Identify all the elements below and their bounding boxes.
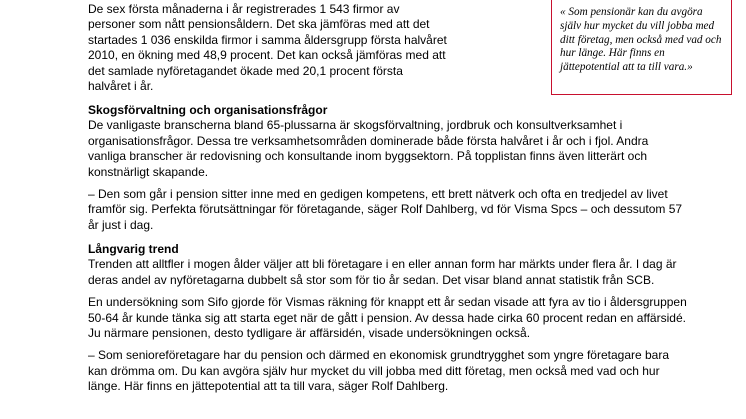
intro-paragraph: De sex första månaderna i år registrerades 1 543 firmor av personer som nått pensionsåldern. Det ska jämföras med att det startades 1 036 enskilda firmor i samma åldersgrupp första halvåret 2010, en ökning med 48,9 procent. Det kan också jämföras med att det samlade nyföretagandet ökade med 20,1 procent första halvåret i år. [88,2,447,94]
section2-quote-paragraph: – Som senioreföretagare har du pension och därmed en ekonomisk grundtrygghet som yngre företagare bara kan drömma om. Du kan avgöra själv hur mycket du vill jobba med ditt företag, men också med vad och hur länge. Här finns en jättepotential att ta till vara, säger Rolf Dahlberg. [88,348,670,394]
article-body [88,2,722,402]
heading-skogsforvaltning: Skogsförvaltning och organisationsfrågor [88,103,328,118]
section1-paragraph-1: De vanligaste branscherna bland 65-plussarna är skogsförvaltning, jordbruk och konsultverksamhet i organisationsfrågor. Dessa tre verksamhetsområden dominerade både första halvåret i år och i fjol. Andra vanliga branscher är redovisning och konsultande inom byggsektorn. På topplistan finns även litterärt och konstnärligt skapande. [88,118,649,179]
heading-langvarig-trend: Långvarig trend [88,242,179,257]
section1-quote-paragraph: – Den som går i pension sitter inne med en gedigen kompetens, ett brett nätverk och ofta en tredjedel av livet framför sig. Perfekta förutsättningar för företagande, säger Rolf Dahlberg, vd för Visma Spcs – och dessutom 57 år just i dag. [88,187,683,232]
section2-paragraph-2: En undersökning som Sifo gjorde för Vismas räkning för knappt ett år sedan visade att fyra av tio i åldersgruppen 50-64 år kunde tänka sig att starta eget när de gått i pension. Av dessa hade cirka 60 procent redan en affärsidé. Ju närmare pensionen, desto tydligare är affärsidén, visade undersökningen också. [88,295,687,340]
section2-paragraph-1: Trenden att alltfler i mogen ålder väljer att bli företagare i en eller annan form har märkts under flera år. I dag är deras andel av nyföretagarna dubbelt så stor som för tio år sedan. Det visar bland annat statistik från SCB. [88,257,677,287]
pull-quote-box: « Som pensionär kan du avgöra själv hur mycket du vill jobba med ditt företag, men också med vad och hur länge. Här finns en jättepotential att ta till vara.» [551,0,732,95]
